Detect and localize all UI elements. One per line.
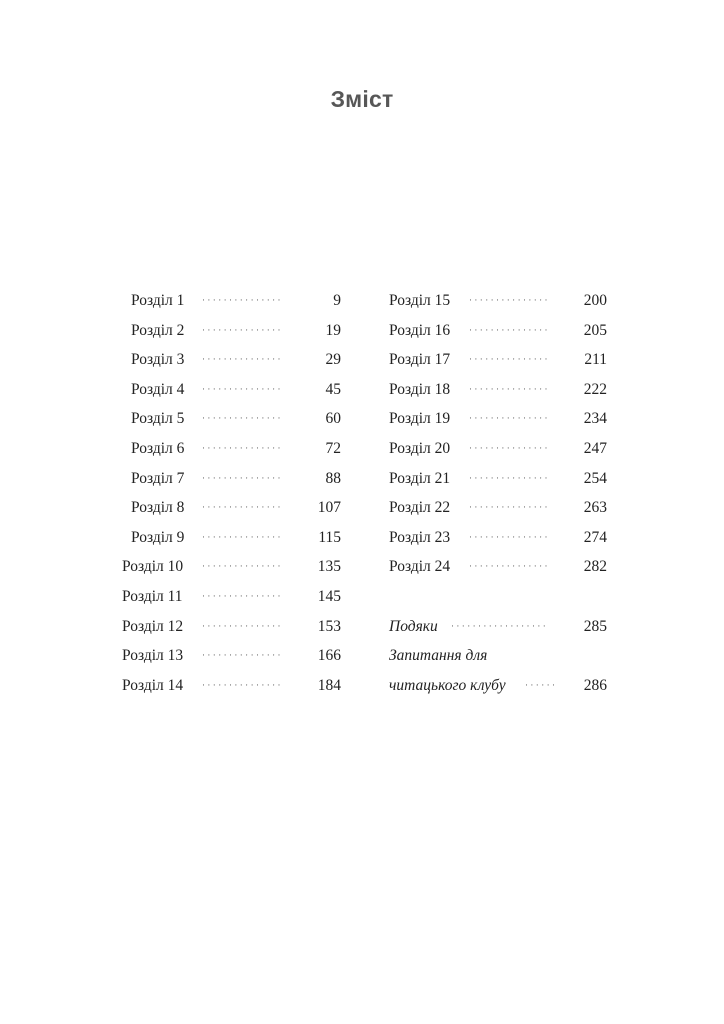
toc-entry-page: 205 (583, 321, 607, 339)
dot-leader: ··············· (202, 620, 283, 631)
toc-entry-page: 254 (583, 469, 607, 487)
dot-leader: ··············· (469, 295, 550, 305)
toc-entry-label: Розділ 15 (389, 292, 451, 309)
toc-entry[interactable] (122, 434, 341, 464)
toc-entry-book-club-questions-line1[interactable] (389, 641, 607, 671)
toc-entry-page: 135 (317, 558, 341, 576)
toc-entry-page: 29 (325, 351, 341, 369)
toc-entry[interactable] (389, 552, 607, 582)
toc-entry[interactable] (389, 493, 607, 523)
spacer (389, 582, 607, 612)
dot-leader: ··············· (202, 502, 283, 513)
toc-entry-label: Розділ 13 (122, 647, 184, 665)
toc-entry-page: 107 (317, 499, 341, 517)
toc-entry-page: 166 (317, 647, 341, 665)
toc-entry[interactable] (122, 493, 341, 523)
toc-entry-page: 153 (317, 617, 341, 635)
dot-leader: ··············· (469, 531, 550, 542)
toc-entry-page: 286 (583, 676, 607, 694)
toc-entry[interactable] (122, 375, 341, 405)
toc-entry-label: Розділ 2 (131, 321, 185, 339)
toc-entry-page: 45 (325, 380, 341, 398)
toc-entry-page: 211 (584, 351, 607, 369)
toc-entry-page: 19 (325, 321, 341, 339)
toc-entry-page: 247 (583, 439, 607, 457)
toc-entry-page: 145 (317, 587, 341, 605)
toc-entry-label: Розділ 24 (389, 558, 451, 576)
dot-leader: ······ (525, 679, 558, 690)
dot-leader: ··············· (469, 354, 550, 365)
toc-entry-label: Розділ 7 (131, 469, 185, 487)
toc-entry-page: 274 (583, 528, 607, 546)
toc-entry-page: 9 (333, 292, 341, 309)
toc-entry-label: Розділ 22 (389, 499, 451, 517)
toc-entry-page: 222 (583, 380, 607, 398)
toc-entry[interactable] (122, 404, 341, 434)
toc-entry-label: Розділ 8 (131, 499, 185, 517)
toc-entry[interactable] (389, 464, 607, 494)
toc-entry[interactable] (122, 582, 341, 612)
dot-leader: ··············· (469, 324, 550, 335)
dot-leader: ·················· (451, 620, 549, 631)
toc-entry[interactable] (389, 523, 607, 553)
toc-entry-page: 285 (583, 617, 607, 635)
page-title: Зміст (330, 86, 394, 112)
toc-entry-label: Розділ 10 (122, 558, 184, 576)
dot-leader: ··············· (202, 354, 283, 365)
toc-entry-label: Розділ 19 (389, 410, 451, 428)
dot-leader: ··············· (202, 472, 283, 483)
toc-entry-label: Розділ 1 (131, 292, 185, 309)
toc-entry[interactable] (389, 316, 607, 346)
toc-entry-page: 282 (583, 558, 607, 576)
toc-entry-page: 184 (317, 676, 341, 694)
dot-leader: ··············· (202, 442, 283, 453)
toc-entry-page: 263 (583, 499, 607, 517)
toc-entry[interactable] (122, 316, 341, 346)
dot-leader: ··············· (202, 295, 283, 305)
toc-entry-label: Розділ 20 (389, 439, 451, 457)
toc-entry-label: Розділ 17 (389, 351, 451, 369)
dot-leader: ··············· (202, 561, 283, 572)
dot-leader: ··············· (469, 383, 550, 394)
toc-entry[interactable] (389, 404, 607, 434)
toc-entry-page: 60 (325, 410, 341, 428)
dot-leader: ··············· (469, 413, 550, 424)
toc-entry-book-club-questions-line2[interactable] (389, 671, 607, 701)
toc-entry[interactable] (389, 375, 607, 405)
toc-entry[interactable] (389, 286, 607, 316)
toc-entry-label: Розділ 18 (389, 380, 451, 398)
toc-entry-label: Розділ 5 (131, 410, 185, 428)
toc-entry-label: Подяки (389, 617, 438, 635)
dot-leader: ··············· (202, 679, 283, 690)
toc-entry-label: Розділ 21 (389, 469, 451, 487)
toc-entry-page: 88 (325, 469, 341, 487)
dot-leader: ··············· (202, 650, 283, 661)
toc-entry[interactable] (122, 671, 341, 701)
toc-entry[interactable] (389, 345, 607, 375)
toc-entry-page: 200 (583, 292, 607, 309)
toc-entry[interactable] (122, 464, 341, 494)
toc-entry[interactable] (122, 612, 341, 642)
toc-entry[interactable] (389, 434, 607, 464)
dot-leader: ··············· (202, 383, 283, 394)
toc-entry[interactable] (122, 286, 341, 316)
toc-right-column (389, 286, 607, 700)
toc-entry-page: 72 (325, 439, 341, 457)
dot-leader: ··············· (202, 324, 283, 335)
toc-entry[interactable] (122, 345, 341, 375)
toc-entry-label: Розділ 11 (122, 587, 183, 605)
dot-leader: ··············· (469, 561, 550, 572)
toc-entry[interactable] (122, 523, 341, 553)
toc-entry-label: Розділ 6 (131, 439, 185, 457)
toc-entry-page: 234 (583, 410, 607, 428)
toc-entry-label: Розділ 16 (389, 321, 451, 339)
toc-entry-label: Запитання для (389, 647, 488, 665)
dot-leader: ··············· (469, 472, 550, 483)
toc-entry[interactable] (122, 552, 341, 582)
toc-entry-page: 115 (318, 528, 341, 546)
dot-leader: ··············· (469, 442, 550, 453)
toc-entry-label: Розділ 14 (122, 676, 184, 694)
toc-entry-label: Розділ 9 (131, 528, 185, 546)
dot-leader: ··············· (202, 590, 283, 601)
toc-entry-label: Розділ 3 (131, 351, 185, 369)
toc-entry-acknowledgements[interactable] (389, 612, 607, 642)
dot-leader: ··············· (202, 413, 283, 424)
dot-leader: ··············· (202, 531, 283, 542)
dot-leader: ··············· (469, 502, 550, 513)
toc-entry-label: Розділ 23 (389, 528, 451, 546)
toc-entry-label: Розділ 12 (122, 617, 184, 635)
toc-left-column (122, 286, 341, 700)
toc-entry-label: Розділ 4 (131, 380, 185, 398)
toc-entry[interactable] (122, 641, 341, 671)
toc-entry-label: читацького клубу (389, 676, 506, 694)
